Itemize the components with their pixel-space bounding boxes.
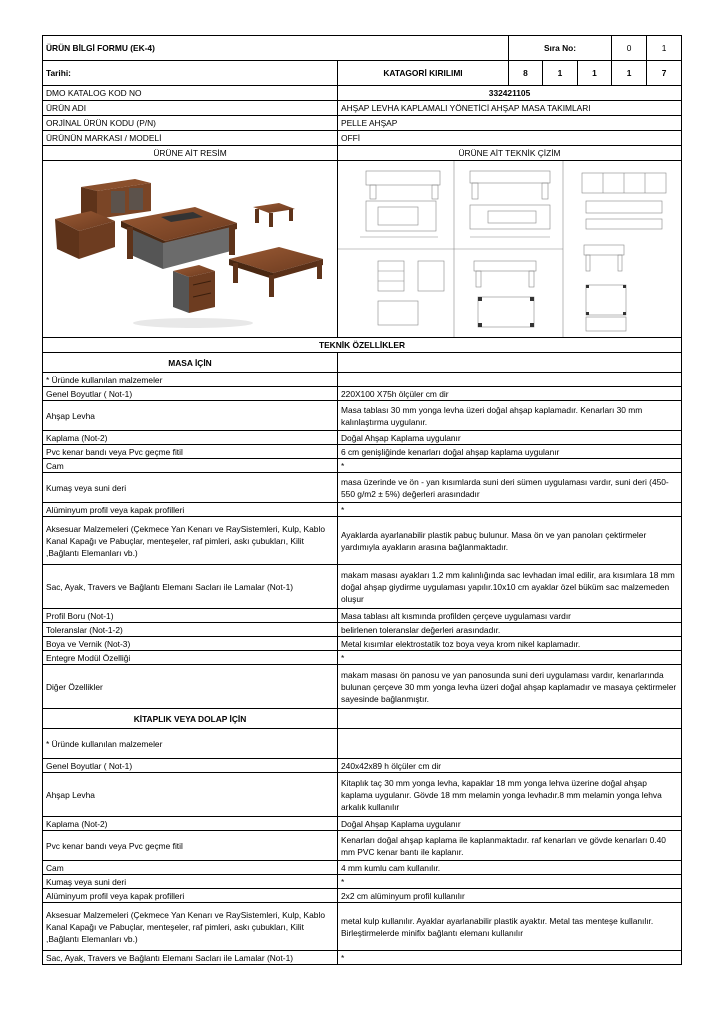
technical-drawing-cell: [338, 161, 682, 338]
spec-label: * Üründe kullanılan malzemeler: [43, 729, 338, 759]
spec-value: Masa tablası 30 mm yonga levha üzeri doğal ahşap kaplamadır. Kenarları 30 mm kalınlaştırma uygulanır.: [338, 401, 682, 431]
spec-label: Boya ve Vernik (Not-3): [43, 637, 338, 651]
spec-value: *: [338, 875, 682, 889]
spec-label: Ahşap Levha: [43, 401, 338, 431]
kategori-label: KATAGORİ KIRILIMI: [338, 61, 509, 86]
kitaplik-section-title: KİTAPLIK VEYA DOLAP İÇİN: [43, 709, 338, 729]
kategori-value-4: 1: [612, 61, 647, 86]
kategori-value-1: 8: [509, 61, 543, 86]
spec-value: 4 mm kumlu cam kullanılır.: [338, 861, 682, 875]
spec-value: *: [338, 651, 682, 665]
spec-value: 2x2 cm alüminyum profil kullanılır: [338, 889, 682, 903]
spec-value: makam masası ayakları 1.2 mm kalınlığında sac levhadan imal edilir, ara kısımlara 18 mm doğal ahşap giydirme uygulaması yapılır.10x10 cm ayaklar özel büküm sac malzemeden oluşur: [338, 565, 682, 609]
spec-value: [338, 373, 682, 387]
spec-label: Sac, Ayak, Travers ve Bağlantı Elemanı Sacları ile Lamalar (Not-1): [43, 951, 338, 965]
spec-label: Kaplama (Not-2): [43, 431, 338, 445]
katalog-kod-value: 332421105: [338, 86, 682, 101]
spec-label: Sac, Ayak, Travers ve Bağlantı Elemanı Sacları ile Lamalar (Not-1): [43, 565, 338, 609]
spec-label: Kumaş veya suni deri: [43, 875, 338, 889]
masa-section-empty: [338, 353, 682, 373]
spec-value: Metal kısımlar elektrostatik toz boya veya krom nikel kaplamadır.: [338, 637, 682, 651]
spec-label: Kaplama (Not-2): [43, 817, 338, 831]
spec-value: 6 cm genişliğinde kenarları doğal ahşap kaplama uygulanır: [338, 445, 682, 459]
spec-value: 220X100 X75h ölçüler cm dir: [338, 387, 682, 401]
spec-value: 240x42x89 h ölçüler cm dir: [338, 759, 682, 773]
spec-value: masa üzerinde ve ön - yan kısımlarda suni deri sümen uygulaması vardır, suni deri (450- 550 g/m2 ± 5%) değerleri arasındadır: [338, 473, 682, 503]
info-label: DMO KATALOG KOD NO: [43, 86, 338, 101]
spec-value: Doğal Ahşap Kaplama uygulanır: [338, 817, 682, 831]
spec-label: Genel Boyutlar ( Not-1): [43, 387, 338, 401]
spec-value: *: [338, 459, 682, 473]
spec-label: Pvc kenar bandı veya Pvc geçme fitil: [43, 445, 338, 459]
sira-no-value-1: 0: [612, 36, 647, 61]
spec-label: Cam: [43, 861, 338, 875]
spec-label: Diğer Özellikler: [43, 665, 338, 709]
kategori-value-5: 7: [647, 61, 682, 86]
tarih-label: Tarihi:: [43, 61, 338, 86]
info-label: ORJİNAL ÜRÜN KODU (P/N): [43, 116, 338, 131]
form-title: ÜRÜN BİLGİ FORMU (EK-4): [43, 36, 509, 61]
spec-label: Ahşap Levha: [43, 773, 338, 817]
spec-value: Kenarları doğal ahşap kaplama ile kaplanmaktadır. raf kenarları ve gövde kenarları 0.40 mm PVC kenar bantı ile kaplanır.: [338, 831, 682, 861]
spec-label: Genel Boyutlar ( Not-1): [43, 759, 338, 773]
spec-value: Doğal Ahşap Kaplama uygulanır: [338, 431, 682, 445]
spec-label: Alüminyum profil veya kapak profilleri: [43, 889, 338, 903]
spec-value: *: [338, 503, 682, 517]
kategori-value-3: 1: [578, 61, 612, 86]
urun-adi-value: AHŞAP LEVHA KAPLAMALI YÖNETİCİ AHŞAP MASA TAKIMLARI: [338, 101, 682, 116]
spec-label: Entegre Modül Özelliği: [43, 651, 338, 665]
product-image: [43, 161, 338, 337]
product-info-form: [42, 35, 681, 965]
spec-value: Ayaklarda ayarlanabilir plastik pabuç bulunur. Masa ön ve yan panoları çektirmeler yardımıyla ayakların arasına bağlanmaktadır.: [338, 517, 682, 565]
form-table: [42, 35, 682, 965]
spec-value: makam masası ön panosu ve yan panosunda suni deri uygulaması vardır, kenarlarında bulunan çerçeve 30 mm yonga levha üzeri doğal ahşap kaplamadır ve masaya çektirmeler sayesinde bağlanmıştır.: [338, 665, 682, 709]
spec-value: Masa tablası alt kısmında profilden çerçeve uygulaması vardır: [338, 609, 682, 623]
sira-no-label: Sıra No:: [509, 36, 612, 61]
sira-no-value-2: 1: [647, 36, 682, 61]
spec-label: Pvc kenar bandı veya Pvc geçme fitil: [43, 831, 338, 861]
spec-value: belirlenen toleranslar değerleri arasındadır.: [338, 623, 682, 637]
spec-value: [338, 729, 682, 759]
technical-drawing: [338, 161, 682, 337]
spec-label: Aksesuar Malzemeleri (Çekmece Yan Kenarı ve RaySistemleri, Kulp, Kablo Kanal Kapağı ve Pabuçlar, menteşeler, raf pimleri, askı çubukları, Kilit ,Bağlantı Elemanları vb.): [43, 517, 338, 565]
product-image-cell: [43, 161, 338, 338]
orjinal-kod-value: PELLE AHŞAP: [338, 116, 682, 131]
spec-label: Alüminyum profil veya kapak profilleri: [43, 503, 338, 517]
spec-label: Cam: [43, 459, 338, 473]
info-label: ÜRÜN ADI: [43, 101, 338, 116]
spec-value: *: [338, 951, 682, 965]
technical-drawing-header: ÜRÜNE AİT TEKNİK ÇİZİM: [338, 146, 682, 161]
spec-value: metal kulp kullanılır. Ayaklar ayarlanabilir plastik ayaktır. Metal tas menteşe kullanılır. Birleştirmelerde minifix bağlantı elemanı kullanılır: [338, 903, 682, 951]
masa-section-title: MASA İÇİN: [43, 353, 338, 373]
spec-label: Toleranslar (Not-1-2): [43, 623, 338, 637]
spec-label: Kumaş veya suni deri: [43, 473, 338, 503]
info-label: ÜRÜNÜN MARKASI / MODELİ: [43, 131, 338, 146]
kitaplik-section-empty: [338, 709, 682, 729]
kategori-value-2: 1: [543, 61, 578, 86]
spec-label: Aksesuar Malzemeleri (Çekmece Yan Kenarı ve RaySistemleri, Kulp, Kablo Kanal Kapağı ve Pabuçlar, menteşeler, raf pimleri, askı çubukları, Kilit ,Bağlantı Elemanları vb.): [43, 903, 338, 951]
marka-model-value: OFFİ: [338, 131, 682, 146]
product-image-header: ÜRÜNE AİT RESİM: [43, 146, 338, 161]
spec-label: Profil Boru (Not-1): [43, 609, 338, 623]
tech-specs-title: TEKNİK ÖZELLİKLER: [43, 338, 682, 353]
spec-value: Kitaplık taç 30 mm yonga levha, kapaklar 18 mm yonga lehva üzerine doğal ahşap kaplama uygulanır. Gövde 18 mm melamin yonga levhadır.8 mm melamin yonga lehva arkalık kullanılır: [338, 773, 682, 817]
spec-label: * Üründe kullanılan malzemeler: [43, 373, 338, 387]
